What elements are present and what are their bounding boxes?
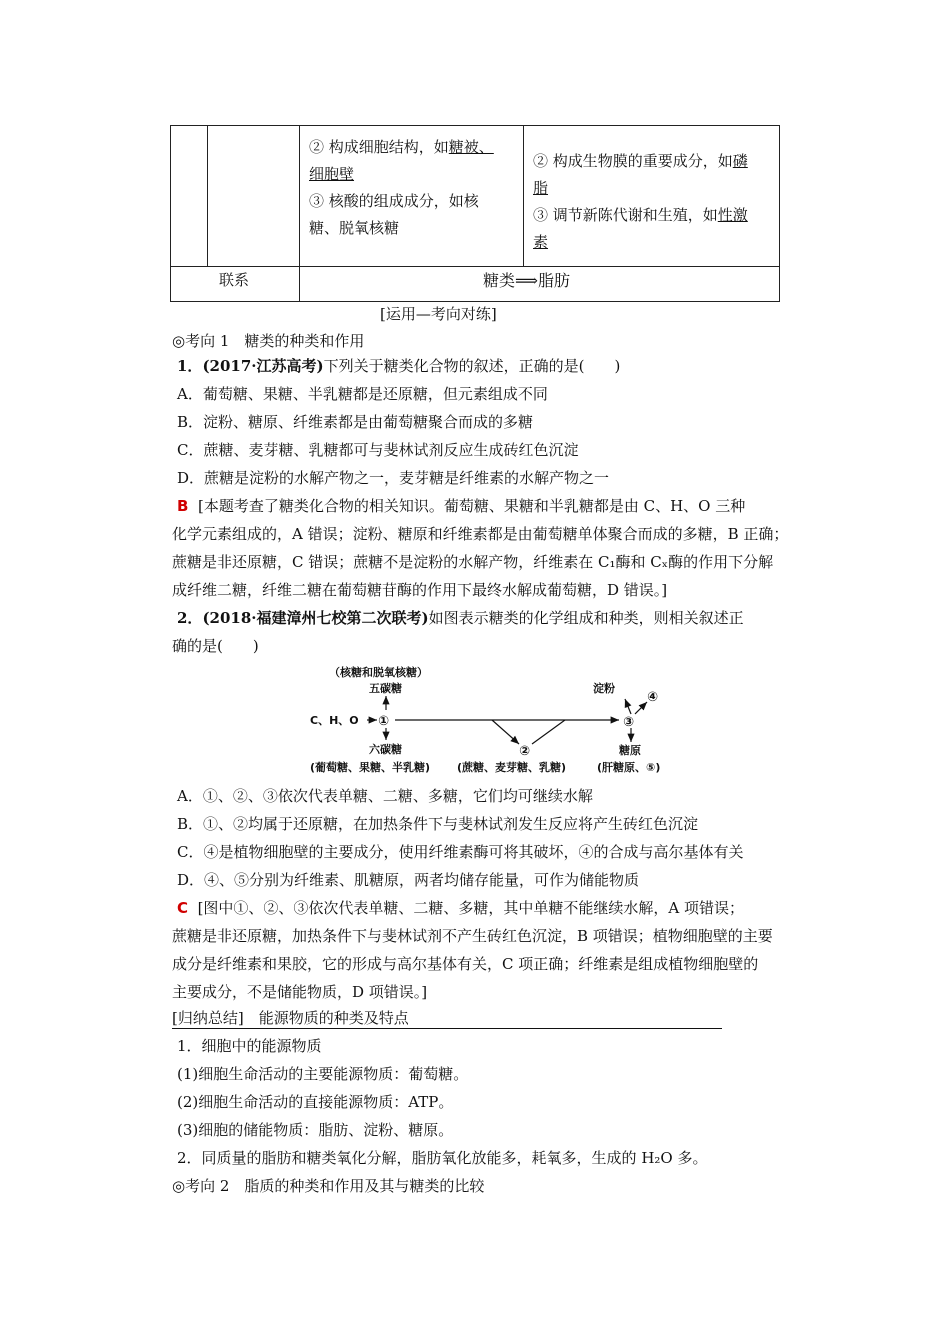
diagram-node-1: ①	[378, 714, 390, 729]
question-2-stem: 2．(2018·福建漳州七校第二次联考)如图表示糖类的化学组成和种类，则相关叙述正	[177, 609, 744, 627]
question-2-explanation-line: 成分是纤维素和果胶，它的形成与高尔基体有关，C 项正确；纤维素是组成植物细胞壁的	[172, 955, 759, 973]
section-title: [运用—考向对练]	[380, 305, 497, 323]
summary-line: (1)细胞生命活动的主要能源物质：葡萄糖。	[177, 1065, 469, 1083]
sugar-classification-diagram	[307, 662, 687, 777]
question-2-option-c: C．④是植物细胞壁的主要成分，使用纤维素酶可将其破坏，④的合成与高尔基体有关	[177, 843, 744, 861]
question-2-option-b: B．①、②均属于还原糖，在加热条件下与斐林试剂发生反应将产生砖红色沉淀	[177, 815, 699, 833]
summary-line: 1．细胞中的能源物质	[177, 1037, 322, 1055]
question-1-option-b: B．淀粉、糖原、纤维素都是由葡萄糖聚合而成的多糖	[177, 413, 534, 431]
question-1-option-a: A．葡萄糖、果糖、半乳糖都是还原糖，但元素组成不同	[177, 385, 548, 403]
diagram-top-paren: （核糖和脱氧核糖）	[329, 666, 428, 679]
table-row-label-relation: 联系	[219, 271, 250, 289]
diagram-node-3: ③	[623, 715, 635, 730]
summary-line: (3)细胞的储能物质：脂肪、淀粉、糖原。	[177, 1121, 454, 1139]
diagram-six-carbon: 六碳糖	[369, 743, 402, 756]
question-2-explanation-line: 蔗糖是非还原糖，加热条件下与斐林试剂不产生砖红色沉淀，B 项错误；植物细胞壁的主要	[172, 927, 773, 945]
question-2-option-d: D．④、⑤分别为纤维素、肌糖原，两者均储存能量，可作为储能物质	[177, 871, 640, 889]
table-cell-lipid-functions: ② 构成生物膜的重要成分，如磷 脂 ③ 调节新陈代谢和生殖，如性激 素	[533, 152, 748, 251]
diagram-node-2: ②	[519, 744, 531, 759]
diagram-six-examples: (葡萄糖、果糖、半乳糖)	[310, 761, 431, 774]
question-1-explanation-line: 蔗糖是非还原糖，C 错误；蔗糖不是淀粉的水解产物，纤维素在 C₁酶和 Cₓ酶的作用下分解	[172, 553, 774, 571]
question-1-answer: B	[177, 497, 189, 515]
question-1-option-d: D．蔗糖是淀粉的水解产物之一，麦芽糖是纤维素的水解产物之一	[177, 469, 610, 487]
table-divider	[207, 126, 208, 266]
summary-line: (2)细胞生命活动的直接能源物质：ATP。	[177, 1093, 454, 1111]
kaoxiang-2-heading: ◎考向 2 脂质的种类和作用及其与糖类的比较	[172, 1177, 485, 1195]
table-cell-sugar-functions: ② 构成细胞结构，如糖被、 细胞壁 ③ 核酸的组成成分，如核 糖、脱氧核糖	[309, 138, 494, 237]
diagram-glycogen-examples: (肝糖原、⑤)	[597, 761, 661, 774]
question-2-explanation-line: 主要成分，不是储能物质，D 项错误。]	[172, 983, 428, 1001]
question-1-option-c: C．蔗糖、麦芽糖、乳糖都可与斐林试剂反应生成砖红色沉淀	[177, 441, 579, 459]
kaoxiang-1-heading: ◎考向 1 糖类的种类和作用	[172, 332, 365, 350]
question-1-stem: 1．(2017·江苏高考)下列关于糖类化合物的叙述，正确的是( )	[177, 357, 621, 375]
diagram-node-4: ④	[647, 690, 659, 705]
question-1-explanation-line: B [本题考查了糖类化合物的相关知识。葡萄糖、果糖和半乳糖都是由 C、H、O 三种	[177, 497, 746, 515]
diagram-starch: 淀粉	[593, 682, 615, 695]
summary-line: 2．同质量的脂肪和糖类氧化分解，脂肪氧化放能多，耗氧多，生成的 H₂O 多。	[177, 1149, 708, 1167]
diagram-elements: C、H、O	[310, 714, 359, 727]
diagram-glycogen: 糖原	[619, 744, 641, 757]
summary-underline	[172, 1028, 722, 1029]
diagram-five-carbon: 五碳糖	[369, 682, 402, 695]
table-divider	[171, 266, 779, 267]
question-1-explanation-line: 成纤维二糖，纤维二糖在葡萄糖苷酶的作用下最终水解成葡萄糖，D 错误。]	[172, 581, 668, 599]
question-2-answer: C	[177, 899, 189, 917]
comparison-table	[170, 125, 780, 302]
question-1-explanation-line: 化学元素组成的，A 错误；淀粉、糖原和纤维素都是由葡萄糖单体聚合而成的多糖，B 正确；	[172, 525, 789, 543]
question-2-explanation-line: C [图中①、②、③依次代表单糖、二糖、多糖，其中单糖不能继续水解，A 项错误；	[177, 899, 745, 917]
question-2-option-a: A．①、②、③依次代表单糖、二糖、多糖，它们均可继续水解	[177, 787, 593, 805]
table-divider	[299, 126, 300, 302]
diagram-node2-examples: (蔗糖、麦芽糖、乳糖)	[457, 761, 567, 774]
table-divider	[523, 126, 524, 266]
question-2-stem-cont: 确的是( )	[172, 637, 259, 655]
table-relation-content: 糖类⟹脂肪	[483, 271, 570, 290]
summary-title: [归纳总结] 能源物质的种类及特点	[172, 1009, 409, 1027]
